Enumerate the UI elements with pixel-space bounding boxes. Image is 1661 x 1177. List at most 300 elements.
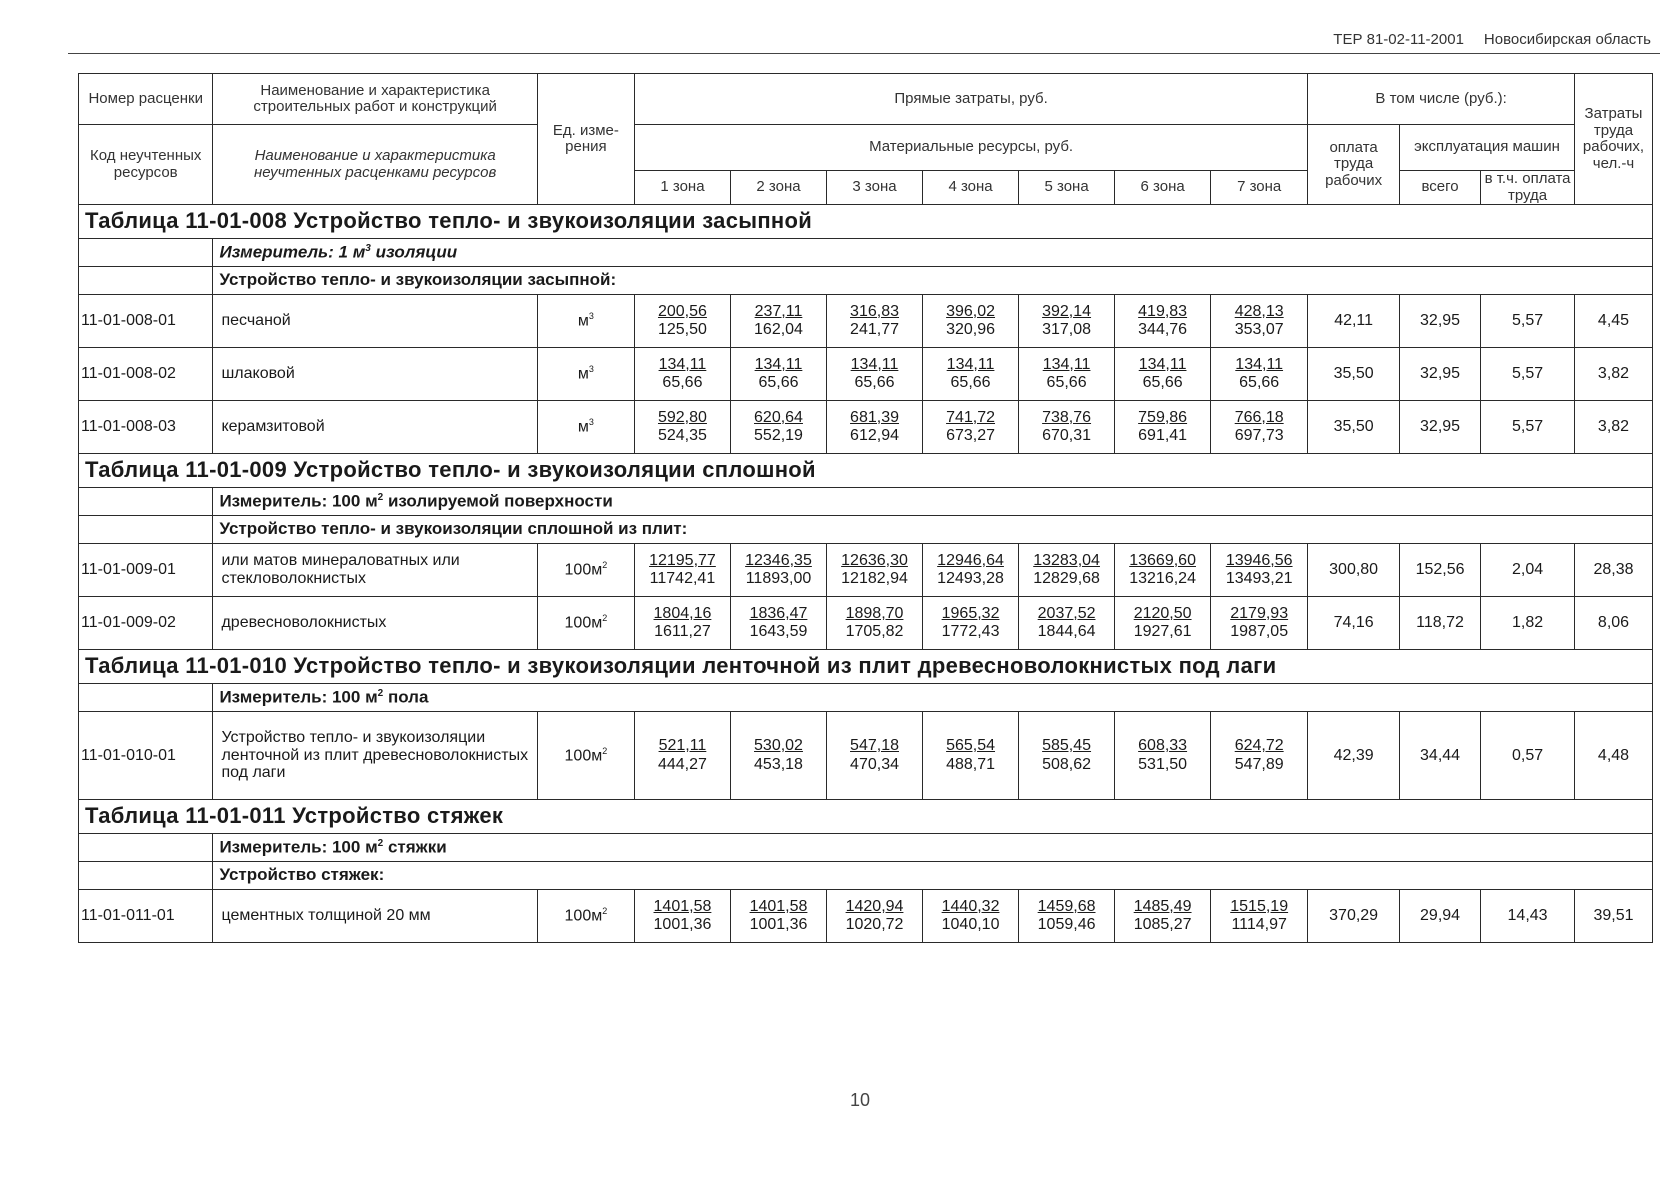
unit-text: м xyxy=(577,365,589,383)
zone-cost-cell xyxy=(1211,401,1308,454)
material-cost: 1085,27 xyxy=(1133,916,1192,933)
zone-7-header: 7 зона xyxy=(1211,171,1308,205)
direct-cost: 12636,30 xyxy=(841,551,908,569)
measure-sup: 2 xyxy=(377,687,384,699)
col-num-header: Номер расценки xyxy=(79,74,213,125)
zone-cost-cell xyxy=(1211,712,1308,800)
cost-fraction xyxy=(1042,409,1091,446)
row-name: шлаковой xyxy=(213,348,537,401)
direct-cost: 134,11 xyxy=(1042,355,1091,373)
col-mach-pay-header: в т.ч. оплата труда xyxy=(1481,171,1575,205)
pay-cell: 42,39 xyxy=(1308,712,1400,800)
row-name: Устройство тепло- и звукоизоляции ленточной из плит древесноволокнистых под лаги xyxy=(213,712,537,800)
pay-cell: 370,29 xyxy=(1308,890,1400,943)
measure-sup: 3 xyxy=(365,242,371,254)
direct-cost: 741,72 xyxy=(946,408,996,426)
measure-row xyxy=(79,834,1653,862)
material-cost: 65,66 xyxy=(662,374,703,391)
zone-cost-cell xyxy=(1019,890,1115,943)
zone-cost-cell xyxy=(730,295,826,348)
direct-cost: 547,18 xyxy=(850,737,899,755)
zone-cost-cell xyxy=(1019,348,1115,401)
col-unit-header: Ед. изме-рения xyxy=(537,74,634,205)
zone-cost-cell xyxy=(923,401,1019,454)
direct-cost: 2120,50 xyxy=(1133,604,1192,622)
cost-fraction xyxy=(754,409,803,446)
cost-fraction xyxy=(846,898,904,935)
row-code: 11-01-008-01 xyxy=(79,295,213,348)
direct-cost: 134,11 xyxy=(850,355,899,373)
direct-cost: 1459,68 xyxy=(1037,897,1096,915)
cost-fraction xyxy=(942,898,1000,935)
labor-cell: 4,45 xyxy=(1575,295,1653,348)
cost-fraction xyxy=(1235,737,1284,774)
material-cost: 12829,68 xyxy=(1033,570,1100,587)
cost-fraction xyxy=(1230,605,1288,642)
zone-cost-cell xyxy=(1115,890,1211,943)
zone-cost-cell xyxy=(730,712,826,800)
cost-fraction xyxy=(942,605,1000,642)
unit-text: м xyxy=(577,418,589,436)
zone-cost-cell xyxy=(1115,597,1211,650)
unit-sup: 3 xyxy=(588,417,594,428)
cost-fraction xyxy=(947,356,995,393)
empty-cell xyxy=(79,834,213,862)
zone-cost-cell xyxy=(730,348,826,401)
material-cost: 552,19 xyxy=(754,427,803,444)
zone-cost-cell xyxy=(634,712,730,800)
zone-cost-cell xyxy=(730,597,826,650)
zone-cost-cell xyxy=(827,597,923,650)
direct-cost: 1804,16 xyxy=(653,604,712,622)
zone-cost-cell xyxy=(923,712,1019,800)
material-cost: 1114,97 xyxy=(1231,916,1287,933)
direct-cost: 392,14 xyxy=(1042,302,1092,320)
zone-cost-cell xyxy=(730,401,826,454)
empty-cell xyxy=(79,684,213,712)
zone-cost-cell xyxy=(1019,712,1115,800)
direct-cost: 1515,19 xyxy=(1230,897,1289,915)
row-name: древесноволокнистых xyxy=(213,597,537,650)
machine-pay-cell: 5,57 xyxy=(1481,348,1575,401)
section-title: Таблица 11-01-010 Устройство тепло- и звукоизоляции ленточной из плит древесноволокнистых под лаги xyxy=(79,650,1653,684)
cost-fraction xyxy=(1235,356,1283,393)
zone-cost-cell xyxy=(923,890,1019,943)
row-unit xyxy=(537,712,634,800)
zone-4-header: 4 зона xyxy=(923,171,1019,205)
direct-cost: 2179,93 xyxy=(1230,604,1289,622)
measure-row xyxy=(79,684,1653,712)
machine-cell: 118,72 xyxy=(1400,597,1481,650)
zone-cost-cell xyxy=(1019,295,1115,348)
zone-cost-cell xyxy=(1211,348,1308,401)
cost-fraction xyxy=(1235,409,1284,446)
cost-fraction xyxy=(1139,356,1187,393)
cost-fraction xyxy=(659,356,707,393)
zone-6-header: 6 зона xyxy=(1115,171,1211,205)
col-machines-header: эксплуатация машин xyxy=(1400,125,1575,171)
cost-fraction xyxy=(851,356,899,393)
machine-cell: 152,56 xyxy=(1400,544,1481,597)
direct-cost: 592,80 xyxy=(657,408,707,426)
zone-cost-cell xyxy=(1211,544,1308,597)
material-cost: 612,94 xyxy=(850,427,899,444)
labor-cell: 28,38 xyxy=(1575,544,1653,597)
cost-fraction xyxy=(754,303,803,340)
table-row xyxy=(79,401,1653,454)
material-cost: 65,66 xyxy=(1239,374,1280,391)
zone-cost-cell xyxy=(634,348,730,401)
machine-pay-cell: 5,57 xyxy=(1481,295,1575,348)
material-cost: 65,66 xyxy=(854,374,895,391)
table-row xyxy=(79,348,1653,401)
zone-cost-cell xyxy=(634,295,730,348)
subtitle-row xyxy=(79,267,1653,295)
section-title: Таблица 11-01-011 Устройство стяжек xyxy=(79,800,1653,834)
material-cost: 531,50 xyxy=(1138,755,1188,773)
direct-cost: 428,13 xyxy=(1234,302,1284,320)
machine-pay-cell: 2,04 xyxy=(1481,544,1575,597)
empty-cell xyxy=(79,488,213,516)
cost-fraction xyxy=(654,898,712,935)
cost-fraction xyxy=(946,409,995,446)
section-title-row xyxy=(79,205,1653,239)
material-cost: 470,34 xyxy=(850,755,899,773)
machine-pay-cell: 5,57 xyxy=(1481,401,1575,454)
col-materials-header: Материальные ресурсы, руб. xyxy=(634,125,1307,171)
material-cost: 1001,36 xyxy=(749,916,808,933)
labor-cell: 8,06 xyxy=(1575,597,1653,650)
labor-cell: 3,82 xyxy=(1575,348,1653,401)
direct-cost: 13669,60 xyxy=(1129,551,1196,569)
zone-cost-cell xyxy=(1115,348,1211,401)
row-code: 11-01-009-02 xyxy=(79,597,213,650)
zone-cost-cell xyxy=(1115,295,1211,348)
zone-cost-cell xyxy=(827,712,923,800)
zone-1-header: 1 зона xyxy=(634,171,730,205)
direct-cost: 13283,04 xyxy=(1033,551,1100,569)
material-cost: 241,77 xyxy=(850,321,899,338)
direct-cost: 766,18 xyxy=(1234,408,1284,426)
labor-cell: 4,48 xyxy=(1575,712,1653,800)
cost-fraction xyxy=(841,552,908,589)
zone-5-header: 5 зона xyxy=(1019,171,1115,205)
material-cost: 670,31 xyxy=(1042,427,1092,444)
unit-text: 100м xyxy=(564,907,603,925)
col-direct-header: Прямые затраты, руб. xyxy=(634,74,1307,125)
unit-sup: 3 xyxy=(588,364,594,375)
measure-text xyxy=(213,684,1653,712)
measure-text xyxy=(213,239,1653,267)
zone-cost-cell xyxy=(634,890,730,943)
pay-cell: 35,50 xyxy=(1308,401,1400,454)
direct-cost: 134,11 xyxy=(658,355,707,373)
table-row xyxy=(79,890,1653,943)
machine-cell: 32,95 xyxy=(1400,348,1481,401)
cost-fraction xyxy=(1129,552,1196,589)
zone-cost-cell xyxy=(1211,597,1308,650)
direct-cost: 738,76 xyxy=(1042,408,1092,426)
material-cost: 11742,41 xyxy=(649,570,716,587)
pay-cell: 300,80 xyxy=(1308,544,1400,597)
zone-cost-cell xyxy=(1115,712,1211,800)
cost-fraction xyxy=(1134,605,1192,642)
direct-cost: 1836,47 xyxy=(749,604,808,622)
material-cost: 444,27 xyxy=(657,755,707,773)
col-incl-header: В том числе (руб.): xyxy=(1308,74,1575,125)
zone-cost-cell xyxy=(1115,401,1211,454)
section-subtitle: Устройство тепло- и звукоизоляции сплошной из плит: xyxy=(213,516,1653,544)
material-cost: 697,73 xyxy=(1234,427,1284,444)
col-code-header: Код неучтенных ресурсов xyxy=(79,125,213,205)
material-cost: 1040,10 xyxy=(941,916,1000,933)
cost-fraction xyxy=(658,737,707,774)
zone-cost-cell xyxy=(827,890,923,943)
measure-sup: 2 xyxy=(377,491,384,503)
empty-cell xyxy=(79,862,213,890)
cost-fraction xyxy=(649,552,716,589)
measure-suffix: изолируемой поверхности xyxy=(383,491,613,511)
material-cost: 1927,61 xyxy=(1133,623,1192,640)
direct-cost: 1401,58 xyxy=(749,897,808,915)
material-cost: 1772,43 xyxy=(941,623,1000,640)
zone-cost-cell xyxy=(730,890,826,943)
table-row xyxy=(79,597,1653,650)
zone-cost-cell xyxy=(1115,544,1211,597)
direct-cost: 1965,32 xyxy=(941,604,1000,622)
cost-fraction xyxy=(750,605,808,642)
cost-fraction xyxy=(1043,356,1091,393)
zone-2-header: 2 зона xyxy=(730,171,826,205)
cost-fraction xyxy=(946,303,995,340)
material-cost: 344,76 xyxy=(1138,321,1188,338)
section-subtitle: Устройство стяжек: xyxy=(213,862,1653,890)
section-title-row xyxy=(79,650,1653,684)
direct-cost: 1898,70 xyxy=(845,604,904,622)
measure-suffix: стяжки xyxy=(383,837,447,857)
zone-cost-cell xyxy=(827,348,923,401)
direct-cost: 419,83 xyxy=(1138,302,1188,320)
direct-cost: 681,39 xyxy=(850,408,899,426)
cost-fraction xyxy=(1042,737,1091,774)
cost-fraction xyxy=(1230,898,1288,935)
pay-cell: 35,50 xyxy=(1308,348,1400,401)
cost-fraction xyxy=(846,605,904,642)
material-cost: 65,66 xyxy=(950,374,991,391)
zone-cost-cell xyxy=(730,544,826,597)
measure-prefix: Измеритель: 100 м xyxy=(219,687,378,707)
machine-pay-cell: 0,57 xyxy=(1481,712,1575,800)
direct-cost: 13946,56 xyxy=(1225,551,1293,569)
material-cost: 1987,05 xyxy=(1230,623,1289,640)
section-title: Таблица 11-01-009 Устройство тепло- и звукоизоляции сплошной xyxy=(79,454,1653,488)
section-subtitle: Устройство тепло- и звукоизоляции засыпной: xyxy=(213,267,1653,295)
zone-cost-cell xyxy=(827,295,923,348)
direct-cost: 200,56 xyxy=(657,302,707,320)
material-cost: 453,18 xyxy=(754,755,803,773)
cost-fraction xyxy=(850,737,899,774)
direct-cost: 237,11 xyxy=(754,302,803,320)
empty-cell xyxy=(79,239,213,267)
row-code: 11-01-008-03 xyxy=(79,401,213,454)
doc-code: ТЕР 81-02-11-2001 xyxy=(1333,31,1464,48)
row-name: керамзитовой xyxy=(213,401,537,454)
direct-cost: 530,02 xyxy=(754,737,803,755)
empty-cell xyxy=(79,516,213,544)
section-title: Таблица 11-01-008 Устройство тепло- и звукоизоляции засыпной xyxy=(79,205,1653,239)
zone-cost-cell xyxy=(923,544,1019,597)
zone-3-header: 3 зона xyxy=(827,171,923,205)
material-cost: 1844,64 xyxy=(1037,623,1096,640)
material-cost: 12493,28 xyxy=(937,570,1004,587)
measure-suffix: пола xyxy=(383,687,429,707)
unit-text: 100м xyxy=(564,746,603,764)
cost-fraction xyxy=(754,737,803,774)
cost-fraction xyxy=(658,303,707,340)
row-code: 11-01-008-02 xyxy=(79,348,213,401)
cost-fraction xyxy=(850,409,899,446)
direct-cost: 624,72 xyxy=(1234,737,1284,755)
material-cost: 673,27 xyxy=(946,427,996,444)
unit-text: 100м xyxy=(564,614,603,632)
material-cost: 488,71 xyxy=(946,755,996,773)
section-title-row xyxy=(79,454,1653,488)
material-cost: 320,96 xyxy=(946,321,996,338)
cost-fraction xyxy=(1042,303,1091,340)
measure-prefix: Измеритель: 100 м xyxy=(219,491,378,511)
row-name: цементных толщиной 20 мм xyxy=(213,890,537,943)
subtitle-row xyxy=(79,516,1653,544)
material-cost: 65,66 xyxy=(758,374,799,391)
cost-fraction xyxy=(1235,303,1284,340)
cost-fraction xyxy=(1038,605,1096,642)
material-cost: 1611,27 xyxy=(654,623,711,640)
zone-cost-cell xyxy=(634,597,730,650)
cost-fraction xyxy=(850,303,899,340)
zone-cost-cell xyxy=(1019,597,1115,650)
table-row xyxy=(79,295,1653,348)
material-cost: 1643,59 xyxy=(749,623,808,640)
measure-row xyxy=(79,488,1653,516)
material-cost: 125,50 xyxy=(657,321,707,338)
zone-cost-cell xyxy=(923,597,1019,650)
material-cost: 691,41 xyxy=(1138,427,1188,444)
labor-cell: 3,82 xyxy=(1575,401,1653,454)
zone-cost-cell xyxy=(827,544,923,597)
measure-suffix: изоляции xyxy=(370,242,458,262)
unit-sup: 2 xyxy=(602,906,608,917)
cost-fraction xyxy=(937,552,1004,589)
material-cost: 508,62 xyxy=(1042,755,1092,773)
cost-fraction xyxy=(1038,898,1096,935)
cost-fraction xyxy=(745,552,812,589)
row-code: 11-01-009-01 xyxy=(79,544,213,597)
zone-cost-cell xyxy=(634,544,730,597)
region: Новосибирская область xyxy=(1483,31,1651,48)
measure-prefix: Измеритель: 1 м xyxy=(219,242,366,262)
page-number: 10 xyxy=(849,1090,871,1110)
direct-cost: 1440,32 xyxy=(941,897,1000,915)
section-title-row xyxy=(79,800,1653,834)
row-unit xyxy=(537,890,634,943)
measure-text xyxy=(213,834,1653,862)
row-unit xyxy=(537,348,634,401)
col-labor-header: Затраты труда рабочих, чел.-ч xyxy=(1575,74,1653,205)
cost-fraction xyxy=(1033,552,1100,589)
zone-cost-cell xyxy=(634,401,730,454)
direct-cost: 620,64 xyxy=(754,408,803,426)
machine-pay-cell: 14,43 xyxy=(1481,890,1575,943)
row-code: 11-01-010-01 xyxy=(79,712,213,800)
zone-cost-cell xyxy=(1211,890,1308,943)
material-cost: 13216,24 xyxy=(1129,570,1196,587)
machine-cell: 29,94 xyxy=(1400,890,1481,943)
direct-cost: 134,11 xyxy=(1235,355,1284,373)
direct-cost: 759,86 xyxy=(1138,408,1188,426)
direct-cost: 1420,94 xyxy=(845,897,904,915)
unit-text: м xyxy=(577,312,589,330)
direct-cost: 521,11 xyxy=(658,737,707,755)
direct-cost: 12946,64 xyxy=(937,551,1004,569)
unit-sup: 2 xyxy=(602,613,608,624)
measure-row xyxy=(79,239,1653,267)
material-cost: 12182,94 xyxy=(841,570,908,587)
zone-cost-cell xyxy=(923,295,1019,348)
machine-cell: 34,44 xyxy=(1400,712,1481,800)
direct-cost: 1485,49 xyxy=(1133,897,1192,915)
unit-text: 100м xyxy=(564,561,603,579)
cost-fraction xyxy=(1138,303,1187,340)
col-name-res-header: Наименование и характеристика неучтенных расценками ресурсов xyxy=(213,125,537,205)
direct-cost: 396,02 xyxy=(946,302,996,320)
direct-cost: 2037,52 xyxy=(1037,604,1096,622)
machine-cell: 32,95 xyxy=(1400,401,1481,454)
price-table xyxy=(78,73,1653,943)
running-header xyxy=(1313,31,1651,48)
material-cost: 65,66 xyxy=(1046,374,1087,391)
header-rule xyxy=(68,53,1660,54)
col-mach-all-header: всего xyxy=(1400,171,1481,205)
material-cost: 353,07 xyxy=(1234,321,1284,338)
subtitle-row xyxy=(79,862,1653,890)
zone-cost-cell xyxy=(1211,295,1308,348)
unit-sup: 3 xyxy=(588,311,594,322)
row-unit xyxy=(537,401,634,454)
cost-fraction xyxy=(654,605,712,642)
material-cost: 547,89 xyxy=(1234,755,1284,773)
direct-cost: 134,11 xyxy=(1138,355,1187,373)
unit-sup: 2 xyxy=(602,560,608,571)
cost-fraction xyxy=(750,898,808,935)
measure-sup: 2 xyxy=(377,837,384,849)
direct-cost: 12195,77 xyxy=(649,551,716,569)
machine-pay-cell: 1,82 xyxy=(1481,597,1575,650)
row-unit xyxy=(537,544,634,597)
row-name: или матов минераловатных или стекловолокнистых xyxy=(213,544,537,597)
direct-cost: 565,54 xyxy=(946,737,996,755)
measure-prefix: Измеритель: 100 м xyxy=(219,837,378,857)
material-cost: 1020,72 xyxy=(845,916,904,933)
direct-cost: 134,11 xyxy=(946,355,995,373)
labor-cell: 39,51 xyxy=(1575,890,1653,943)
row-name: песчаной xyxy=(213,295,537,348)
material-cost: 13493,21 xyxy=(1225,570,1293,587)
cost-fraction xyxy=(1138,409,1187,446)
row-unit xyxy=(537,295,634,348)
measure-text xyxy=(213,488,1653,516)
pay-cell: 74,16 xyxy=(1308,597,1400,650)
col-name-header: Наименование и характеристика строительных работ и конструкций xyxy=(213,74,537,125)
